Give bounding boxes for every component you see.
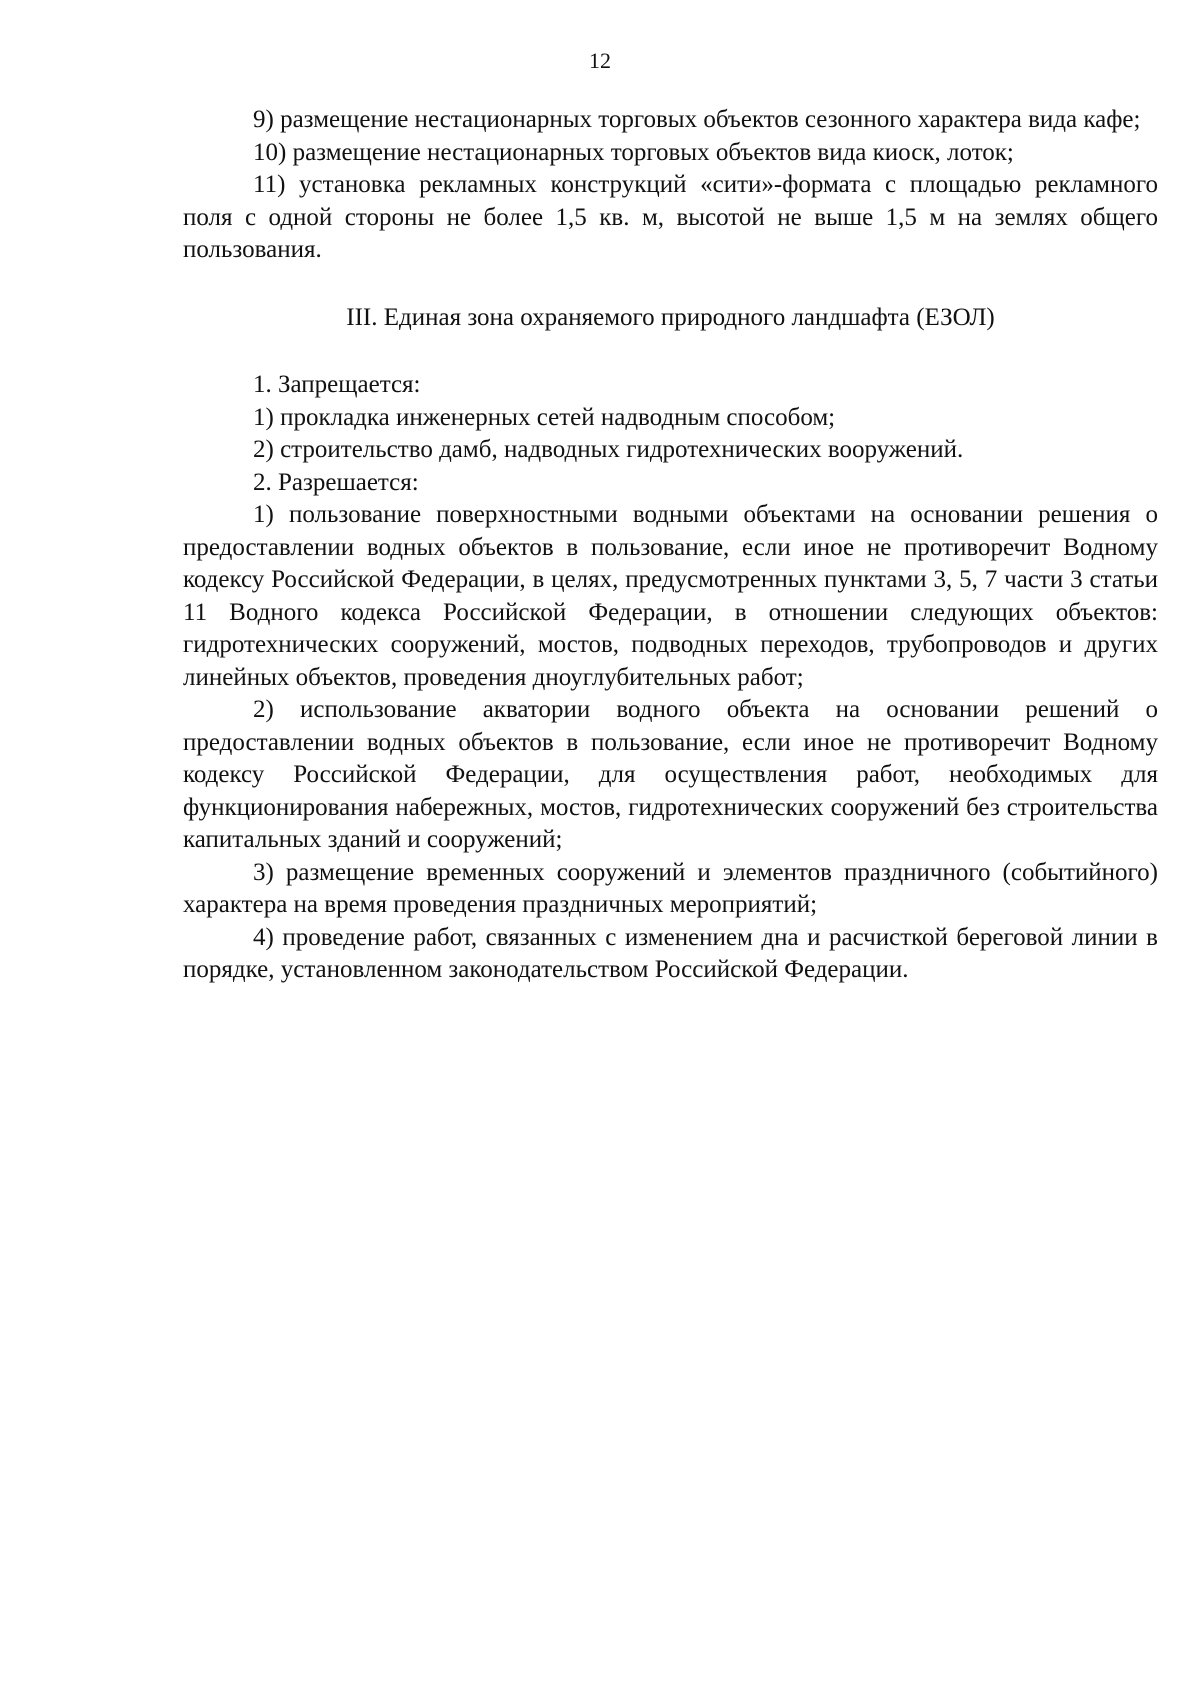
subsection-heading-prohibited: 1. Запрещается: xyxy=(253,371,421,398)
list-item: 1) пользование поверхностными водными объектами на основании решения о предоставлении водных объектов в пользование, если иное не противоречит Водному кодексу Российской Федерации, в целях, предусмотренных пунктами 3, 5, 7 части 3 статьи 11 Водного кодекса Российской Федерации, в отношении следующих объектов: гидротехнических сооружений, мостов, подводных переходов, трубопроводов и других линейных объектов, проведения дноуглубительных работ; xyxy=(183,501,1158,691)
list-item: 3) размещение временных сооружений и элементов праздничного (событийного) характера на время проведения праздничных мероприятий; xyxy=(183,858,1158,918)
page-number: 12 xyxy=(589,48,611,73)
subsection-heading-permitted: 2. Разрешается: xyxy=(253,468,419,496)
section-title: III. Единая зона охраняемого природного ландшафта (ЕЗОЛ) xyxy=(346,303,995,331)
list-item: 2) использование акватории водного объекта на основании решений о предоставлении водных объектов в пользование, если иное не противоречит Водному кодексу Российской Федерации, для осуществления работ, необходимых для функционирования набережных, мостов, гидротехнических сооружений без строительства капитальных зданий и сооружений; xyxy=(183,696,1158,853)
list-item: 4) проведение работ, связанных с изменением дна и расчисткой береговой линии в порядке, установленном законодательством Российской Федерации. xyxy=(183,923,1158,983)
list-item: 9) размещение нестационарных торговых объектов сезонного характера вида кафе; xyxy=(253,106,1141,133)
list-item: 11) установка рекламных конструкций «сити»-формата с площадью рекламного поля с одной стороны не более 1,5 кв. м, высотой не выше 1,5 м на землях общего пользования. xyxy=(183,171,1158,263)
list-item: 10) размещение нестационарных торговых объектов вида киоск, лоток; xyxy=(253,138,1014,166)
list-item: 1) прокладка инженерных сетей надводным способом; xyxy=(253,403,836,431)
document-body xyxy=(183,104,1158,987)
list-item: 2) строительство дамб, надводных гидротехнических вооружений. xyxy=(253,436,964,463)
